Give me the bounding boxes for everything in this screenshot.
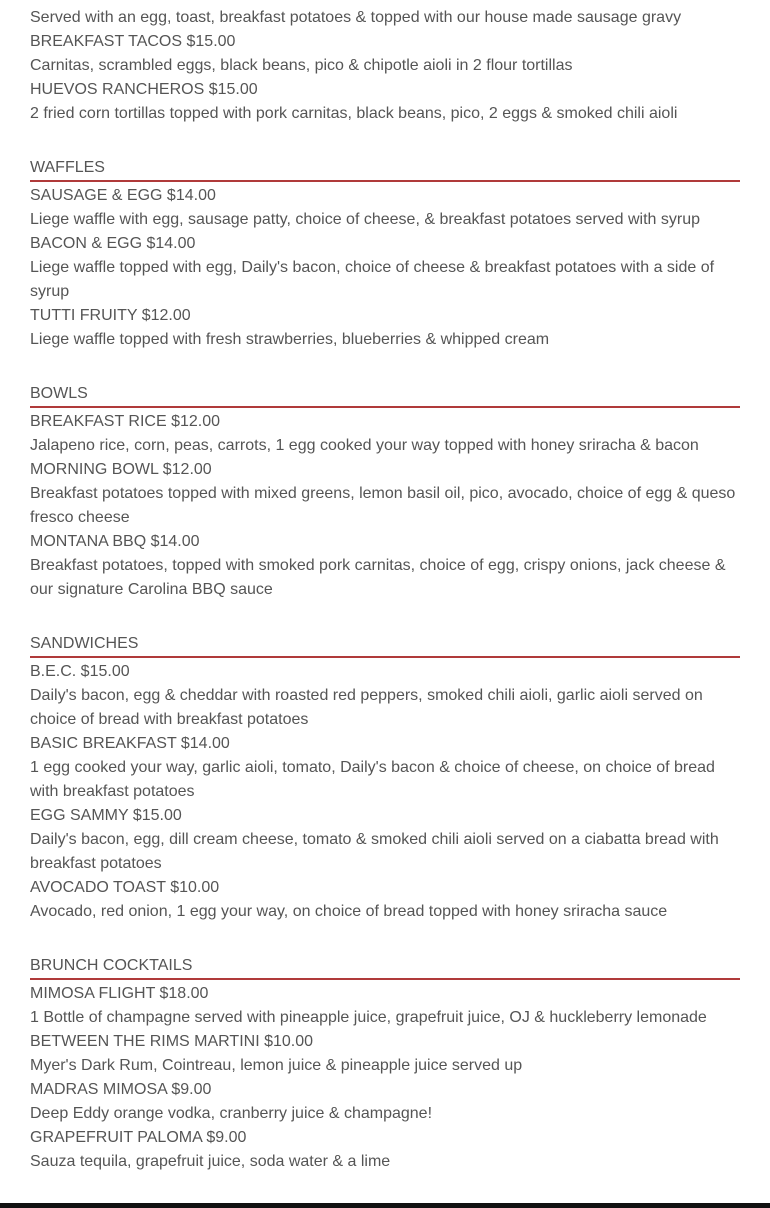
- menu-item-description: 2 fried corn tortillas topped with pork carnitas, black beans, pico, 2 eggs & smoked chili aioli: [30, 105, 678, 122]
- menu-item-title: BREAKFAST RICE $12.00: [30, 413, 221, 430]
- section-header: SANDWICHES: [30, 632, 740, 658]
- menu-item-title: BASIC BREAKFAST $14.00: [30, 735, 230, 752]
- menu-item-title: HUEVOS RANCHEROS $15.00: [30, 81, 258, 98]
- menu-item-description: Carnitas, scrambled eggs, black beans, pico & chipotle aioli in 2 flour tortillas: [30, 57, 573, 74]
- menu-item-description: Avocado, red onion, 1 egg your way, on choice of bread topped with honey sriracha sauce: [30, 903, 668, 920]
- section-header: BOWLS: [30, 382, 740, 408]
- menu-item-description: 1 egg cooked your way, garlic aioli, tomato, Daily's bacon & choice of cheese, on choice of bread with breakfast potatoes: [30, 759, 715, 800]
- menu-item-title: EGG SAMMY $15.00: [30, 807, 182, 824]
- menu-item-description: Daily's bacon, egg & cheddar with roasted red peppers, smoked chili aioli, garlic aioli served on choice of bread with breakfast potatoes: [30, 687, 703, 728]
- section-header: BRUNCH COCKTAILS: [30, 954, 740, 980]
- menu-item-title: MADRAS MIMOSA $9.00: [30, 1081, 212, 1098]
- menu-item-description: Served with an egg, toast, breakfast potatoes & topped with our house made sausage gravy: [30, 9, 682, 26]
- menu-item-title: B.E.C. $15.00: [30, 663, 130, 680]
- menu-item-title: AVOCADO TOAST $10.00: [30, 879, 220, 896]
- menu-item-description: Breakfast potatoes, topped with smoked pork carnitas, choice of egg, crispy onions, jack cheese & our signature Carolina BBQ sauce: [30, 557, 726, 598]
- section-header: WAFFLES: [30, 156, 740, 182]
- menu-item-title: BETWEEN THE RIMS MARTINI $10.00: [30, 1033, 314, 1050]
- menu-item-description: Sauza tequila, grapefruit juice, soda water & a lime: [30, 1153, 391, 1170]
- menu-item-description: Myer's Dark Rum, Cointreau, lemon juice & pineapple juice served up: [30, 1057, 523, 1074]
- menu-item-description: 1 Bottle of champagne served with pineapple juice, grapefruit juice, OJ & huckleberry lemonade: [30, 1009, 707, 1026]
- menu-item-description: Liege waffle with egg, sausage patty, choice of cheese, & breakfast potatoes served with syrup: [30, 211, 701, 228]
- section-bowls: [30, 382, 740, 602]
- section-waffles: [30, 156, 740, 352]
- menu-item-title: MORNING BOWL $12.00: [30, 461, 212, 478]
- menu-item-description: Deep Eddy orange vodka, cranberry juice & champagne!: [30, 1105, 433, 1122]
- bottom-bar: [0, 1203, 770, 1208]
- menu-item-title: TUTTI FRUITY $12.00: [30, 307, 191, 324]
- section-sandwiches: [30, 632, 740, 924]
- top-items: [30, 6, 740, 126]
- menu-item-title: BACON & EGG $14.00: [30, 235, 196, 252]
- menu-item-description: Daily's bacon, egg, dill cream cheese, tomato & smoked chili aioli served on a ciabatta bread with breakfast potatoes: [30, 831, 719, 872]
- menu-item-description: Liege waffle topped with fresh strawberries, blueberries & whipped cream: [30, 331, 550, 348]
- section-brunch-cocktails: [30, 954, 740, 1174]
- menu-item-description: Liege waffle topped with egg, Daily's bacon, choice of cheese & breakfast potatoes with a side of syrup: [30, 259, 715, 300]
- menu-page: [30, 6, 740, 1174]
- menu-item-title: MONTANA BBQ $14.00: [30, 533, 200, 550]
- menu-item-title: SAUSAGE & EGG $14.00: [30, 187, 216, 204]
- menu-item-description: Breakfast potatoes topped with mixed greens, lemon basil oil, pico, avocado, choice of egg & queso fresco cheese: [30, 485, 736, 526]
- menu-item-title: BREAKFAST TACOS $15.00: [30, 33, 236, 50]
- menu-item-title: GRAPEFRUIT PALOMA $9.00: [30, 1129, 247, 1146]
- menu-item-title: MIMOSA FLIGHT $18.00: [30, 985, 209, 1002]
- menu-item-description: Jalapeno rice, corn, peas, carrots, 1 egg cooked your way topped with honey sriracha & bacon: [30, 437, 699, 454]
